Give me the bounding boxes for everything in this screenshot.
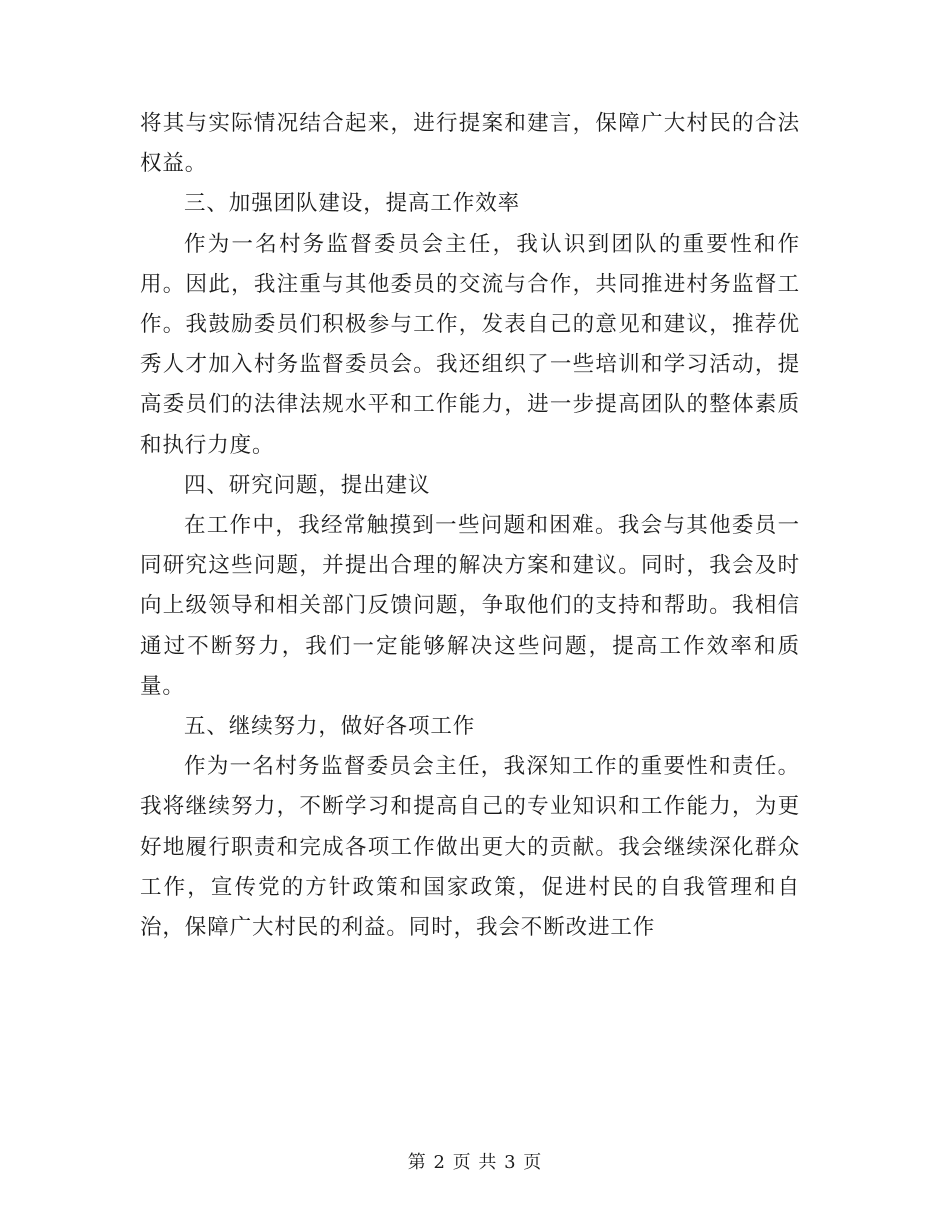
paragraph-research-problems: 在工作中，我经常触摸到一些问题和困难。我会与其他委员一同研究这些问题，并提出合理的解决方案和建议。同时，我会及时向上级领导和相关部门反馈问题，争取他们的支持和帮助。我相信通过不断努力，我们一定能够解决这些问题，提高工作效率和质量。 — [140, 513, 800, 699]
paragraph-continue-efforts: 作为一名村务监督委员会主任，我深知工作的重要性和责任。我将继续努力，不断学习和提高自己的专业知识和工作能力，为更好地履行职责和完成各项工作做出更大的贡献。我会继续深化群众工作，宣传党的方针政策和国家政策，促进村民的自我管理和自治，保障广大村民的利益。同时，我会不断改进工作 — [140, 754, 800, 941]
paragraph-team-building: 作为一名村务监督委员会主任，我认识到团队的重要性和作用。因此，我注重与其他委员的交流与合作，共同推进村务监督工作。我鼓励委员们积极参与工作，发表自己的意见和建议，推荐优秀人才加入村务监督委员会。我还组织了一些培训和学习活动，提高委员们的法律法规水平和工作能力，进一步提高团队的整体素质和执行力度。 — [140, 231, 800, 458]
section-heading-5: 五、继续努力，做好各项工作 — [184, 714, 476, 740]
page-number-footer: 第 2 页 共 3 页 — [407, 1152, 543, 1173]
paragraph-continuation: 将其与实际情况结合起来，进行提案和建言，保障广大村民的合法权益。 — [140, 111, 800, 177]
section-heading-4: 四、研究问题，提出建议 — [184, 472, 431, 498]
section-heading-3: 三、加强团队建设，提高工作效率 — [184, 191, 521, 217]
page-body — [140, 104, 800, 948]
